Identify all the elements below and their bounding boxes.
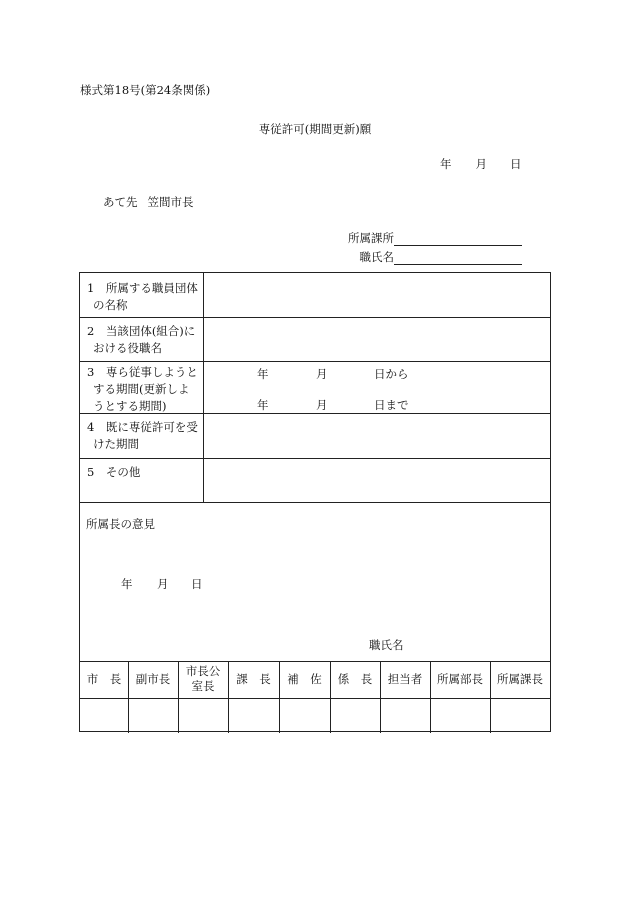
date-day: 日 <box>510 157 522 171</box>
approval-header-dept-director: 所属部長 <box>437 671 483 686</box>
signature-dept-row <box>348 230 522 246</box>
date-year: 年 <box>440 157 452 171</box>
signature-name-row <box>348 249 522 265</box>
row-divider <box>80 317 550 318</box>
row-label-other: 5 その他 <box>87 465 141 479</box>
row-divider <box>80 361 550 362</box>
period-from-year: 年 <box>257 367 269 381</box>
row-label-prior-period: 4 既に専従許可を受 けた期間 <box>87 420 198 451</box>
name-label: 職氏名 <box>359 250 394 264</box>
dept-field-line[interactable] <box>394 232 522 246</box>
form-number: 様式第18号(第24条関係) <box>80 83 211 97</box>
period-from-day: 日から <box>374 367 409 381</box>
approval-header-assistant: 補 佐 <box>287 671 322 686</box>
addressee-name: 笠間市長 <box>147 195 194 209</box>
opinion-date-day: 日 <box>191 577 203 591</box>
period-to-year: 年 <box>257 398 269 412</box>
approval-header-mayor-office-chief: 市長公室長 <box>185 664 221 693</box>
opinion-name-label: 職氏名 <box>369 638 404 652</box>
row-divider <box>80 458 550 459</box>
date-month: 月 <box>475 157 487 171</box>
approval-header-subsection-chief: 係 長 <box>337 671 373 686</box>
dept-label: 所属課所 <box>348 231 394 245</box>
approval-col-divider <box>178 661 179 733</box>
addressee-prefix: あて先 <box>103 195 138 209</box>
opinion-date-month: 月 <box>157 577 169 591</box>
approval-header-deputy-mayor: 副市長 <box>135 671 171 686</box>
addressee <box>103 194 194 210</box>
period-to-day: 日まで <box>374 398 409 412</box>
period-from-month: 月 <box>316 367 328 381</box>
approval-header-section-chief: 課 長 <box>236 671 271 686</box>
approval-header-person-in-charge: 担当者 <box>387 671 423 686</box>
approval-header-mayor: 市 長 <box>86 671 122 686</box>
row-divider <box>80 698 550 699</box>
submission-date <box>440 156 522 172</box>
opinion-date-year: 年 <box>121 577 133 591</box>
opinion-heading: 所属長の意見 <box>86 517 155 531</box>
approval-header-section-manager: 所属課長 <box>497 671 543 686</box>
row-divider <box>80 502 550 503</box>
period-to-month: 月 <box>316 398 328 412</box>
application-table <box>79 272 551 732</box>
name-field-line[interactable] <box>394 251 522 265</box>
row-label-union-name: 1 所属する職員団体 の名称 <box>87 281 198 312</box>
row-label-period: 3 専ら従事しようと する期間(更新しよ うとする期間) <box>87 365 198 413</box>
row-label-position: 2 当該団体(組合)に おける役職名 <box>87 324 196 355</box>
form-title: 専従許可(期間更新)願 <box>258 122 372 136</box>
